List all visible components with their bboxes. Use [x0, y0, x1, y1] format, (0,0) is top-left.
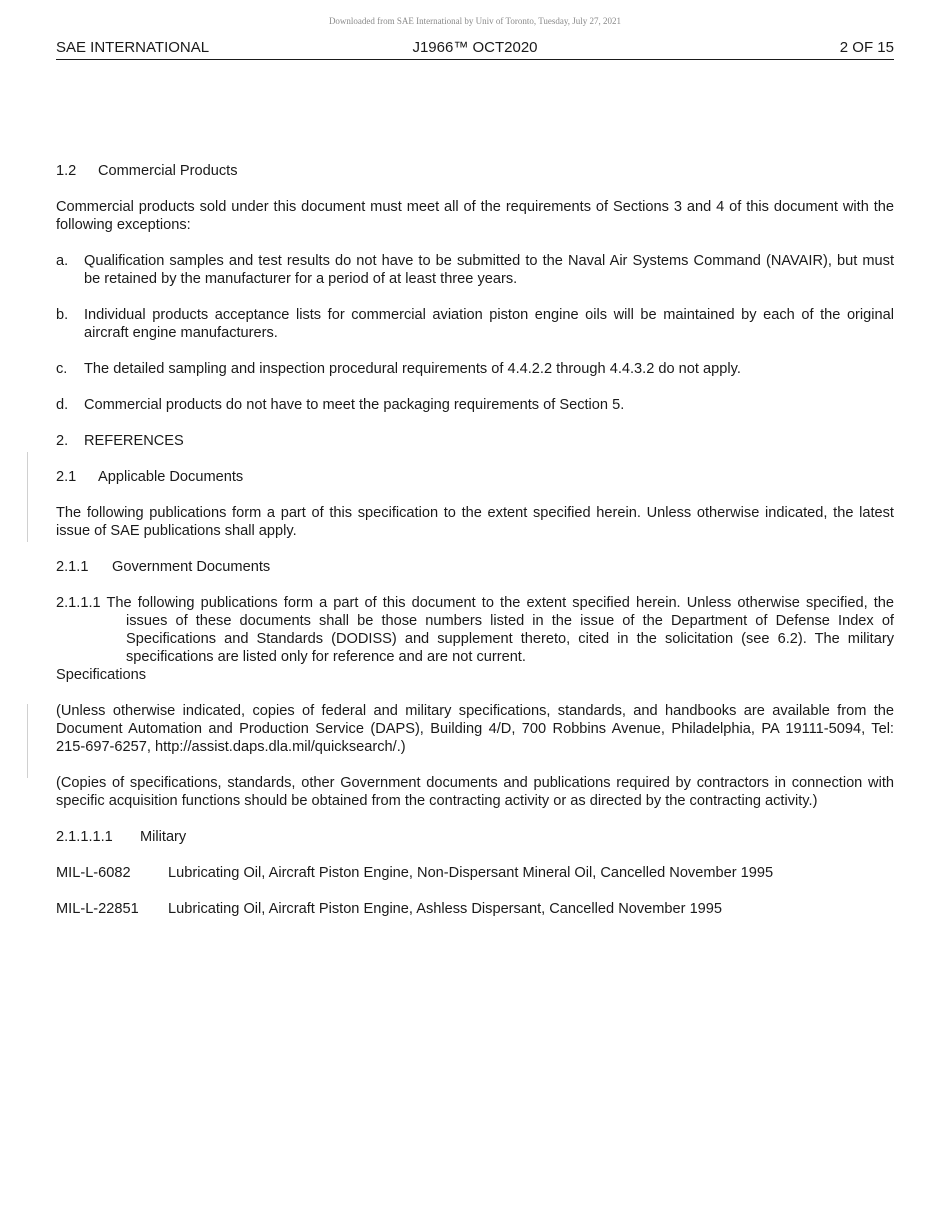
- section-heading-1-2: 1.2 Commercial Products: [56, 163, 238, 179]
- header-page-number: 2 OF 15: [839, 39, 894, 56]
- section-heading-2-1-1-1-1: 2.1.1.1.1 Military: [56, 829, 187, 845]
- page-header: [56, 38, 894, 60]
- document-body: [56, 162, 894, 936]
- section-heading-2: 2. REFERENCES: [56, 433, 184, 449]
- list-item: c. The detailed sampling and inspection procedural requirements of 4.4.2.2 through 4.4.3.2 do not apply.: [56, 361, 741, 377]
- section-2-1-1-1: 2.1.1.1 The following publications form a part of this document to the extent specified herein. Unless otherwise specified, the issues of these documents shall be those numbers listed in the issue of the Department of Defense Index of Specifications and Standards (DODISS) and supplement thereto, cited in the solicitation (see 6.2). The military specifications are listed only for reference and are not current.: [56, 595, 895, 665]
- specifications-label: Specifications: [56, 667, 147, 683]
- list-item: d. Commercial products do not have to meet the packaging requirements of Section 5.: [56, 397, 625, 413]
- paragraph: (Unless otherwise indicated, copies of federal and military specifications, standards, and handbooks are available from the Document Automation and Production Service (DAPS), Building 4/D, 700 Robbins Avenue, Philadelphia, PA 19111-5094, Tel: 215-697-6257, http://assist.daps.dla.mil/quicksearch/.): [56, 703, 894, 755]
- change-bar: [27, 704, 28, 778]
- list-item: a. Qualification samples and test results do not have to be submitted to the Naval Air Systems Command (NAVAIR), but must be retained by the manufacturer for a period of at least three years.: [56, 253, 894, 287]
- paragraph: Commercial products sold under this document must meet all of the requirements of Sections 3 and 4 of this document with the following exceptions:: [56, 199, 894, 233]
- list-item: b. Individual products acceptance lists for commercial aviation piston engine oils will be maintained by each of the original aircraft engine manufacturers.: [56, 307, 894, 341]
- section-heading-2-1: 2.1 Applicable Documents: [56, 469, 244, 485]
- download-watermark: Downloaded from SAE International by Univ of Toronto, Tuesday, July 27, 2021: [328, 16, 622, 26]
- section-heading-2-1-1: 2.1.1 Government Documents: [56, 559, 271, 575]
- change-bar: [27, 452, 28, 542]
- header-document-id: J1966™ OCT2020: [412, 39, 538, 56]
- paragraph: The following publications form a part of this specification to the extent specified herein. Unless otherwise indicated, the latest issue of SAE publications shall apply.: [56, 505, 894, 539]
- reference-entry: MIL-L-22851 Lubricating Oil, Aircraft Piston Engine, Ashless Dispersant, Cancelled November 1995: [56, 901, 723, 917]
- paragraph: (Copies of specifications, standards, other Government documents and publications required by contractors in connection with specific acquisition functions should be obtained from the contracting activity or as directed by the contracting activity.): [56, 775, 894, 809]
- header-publisher: SAE INTERNATIONAL: [56, 39, 210, 56]
- reference-entry: MIL-L-6082 Lubricating Oil, Aircraft Piston Engine, Non-Dispersant Mineral Oil, Cancelled November 1995: [56, 865, 774, 881]
